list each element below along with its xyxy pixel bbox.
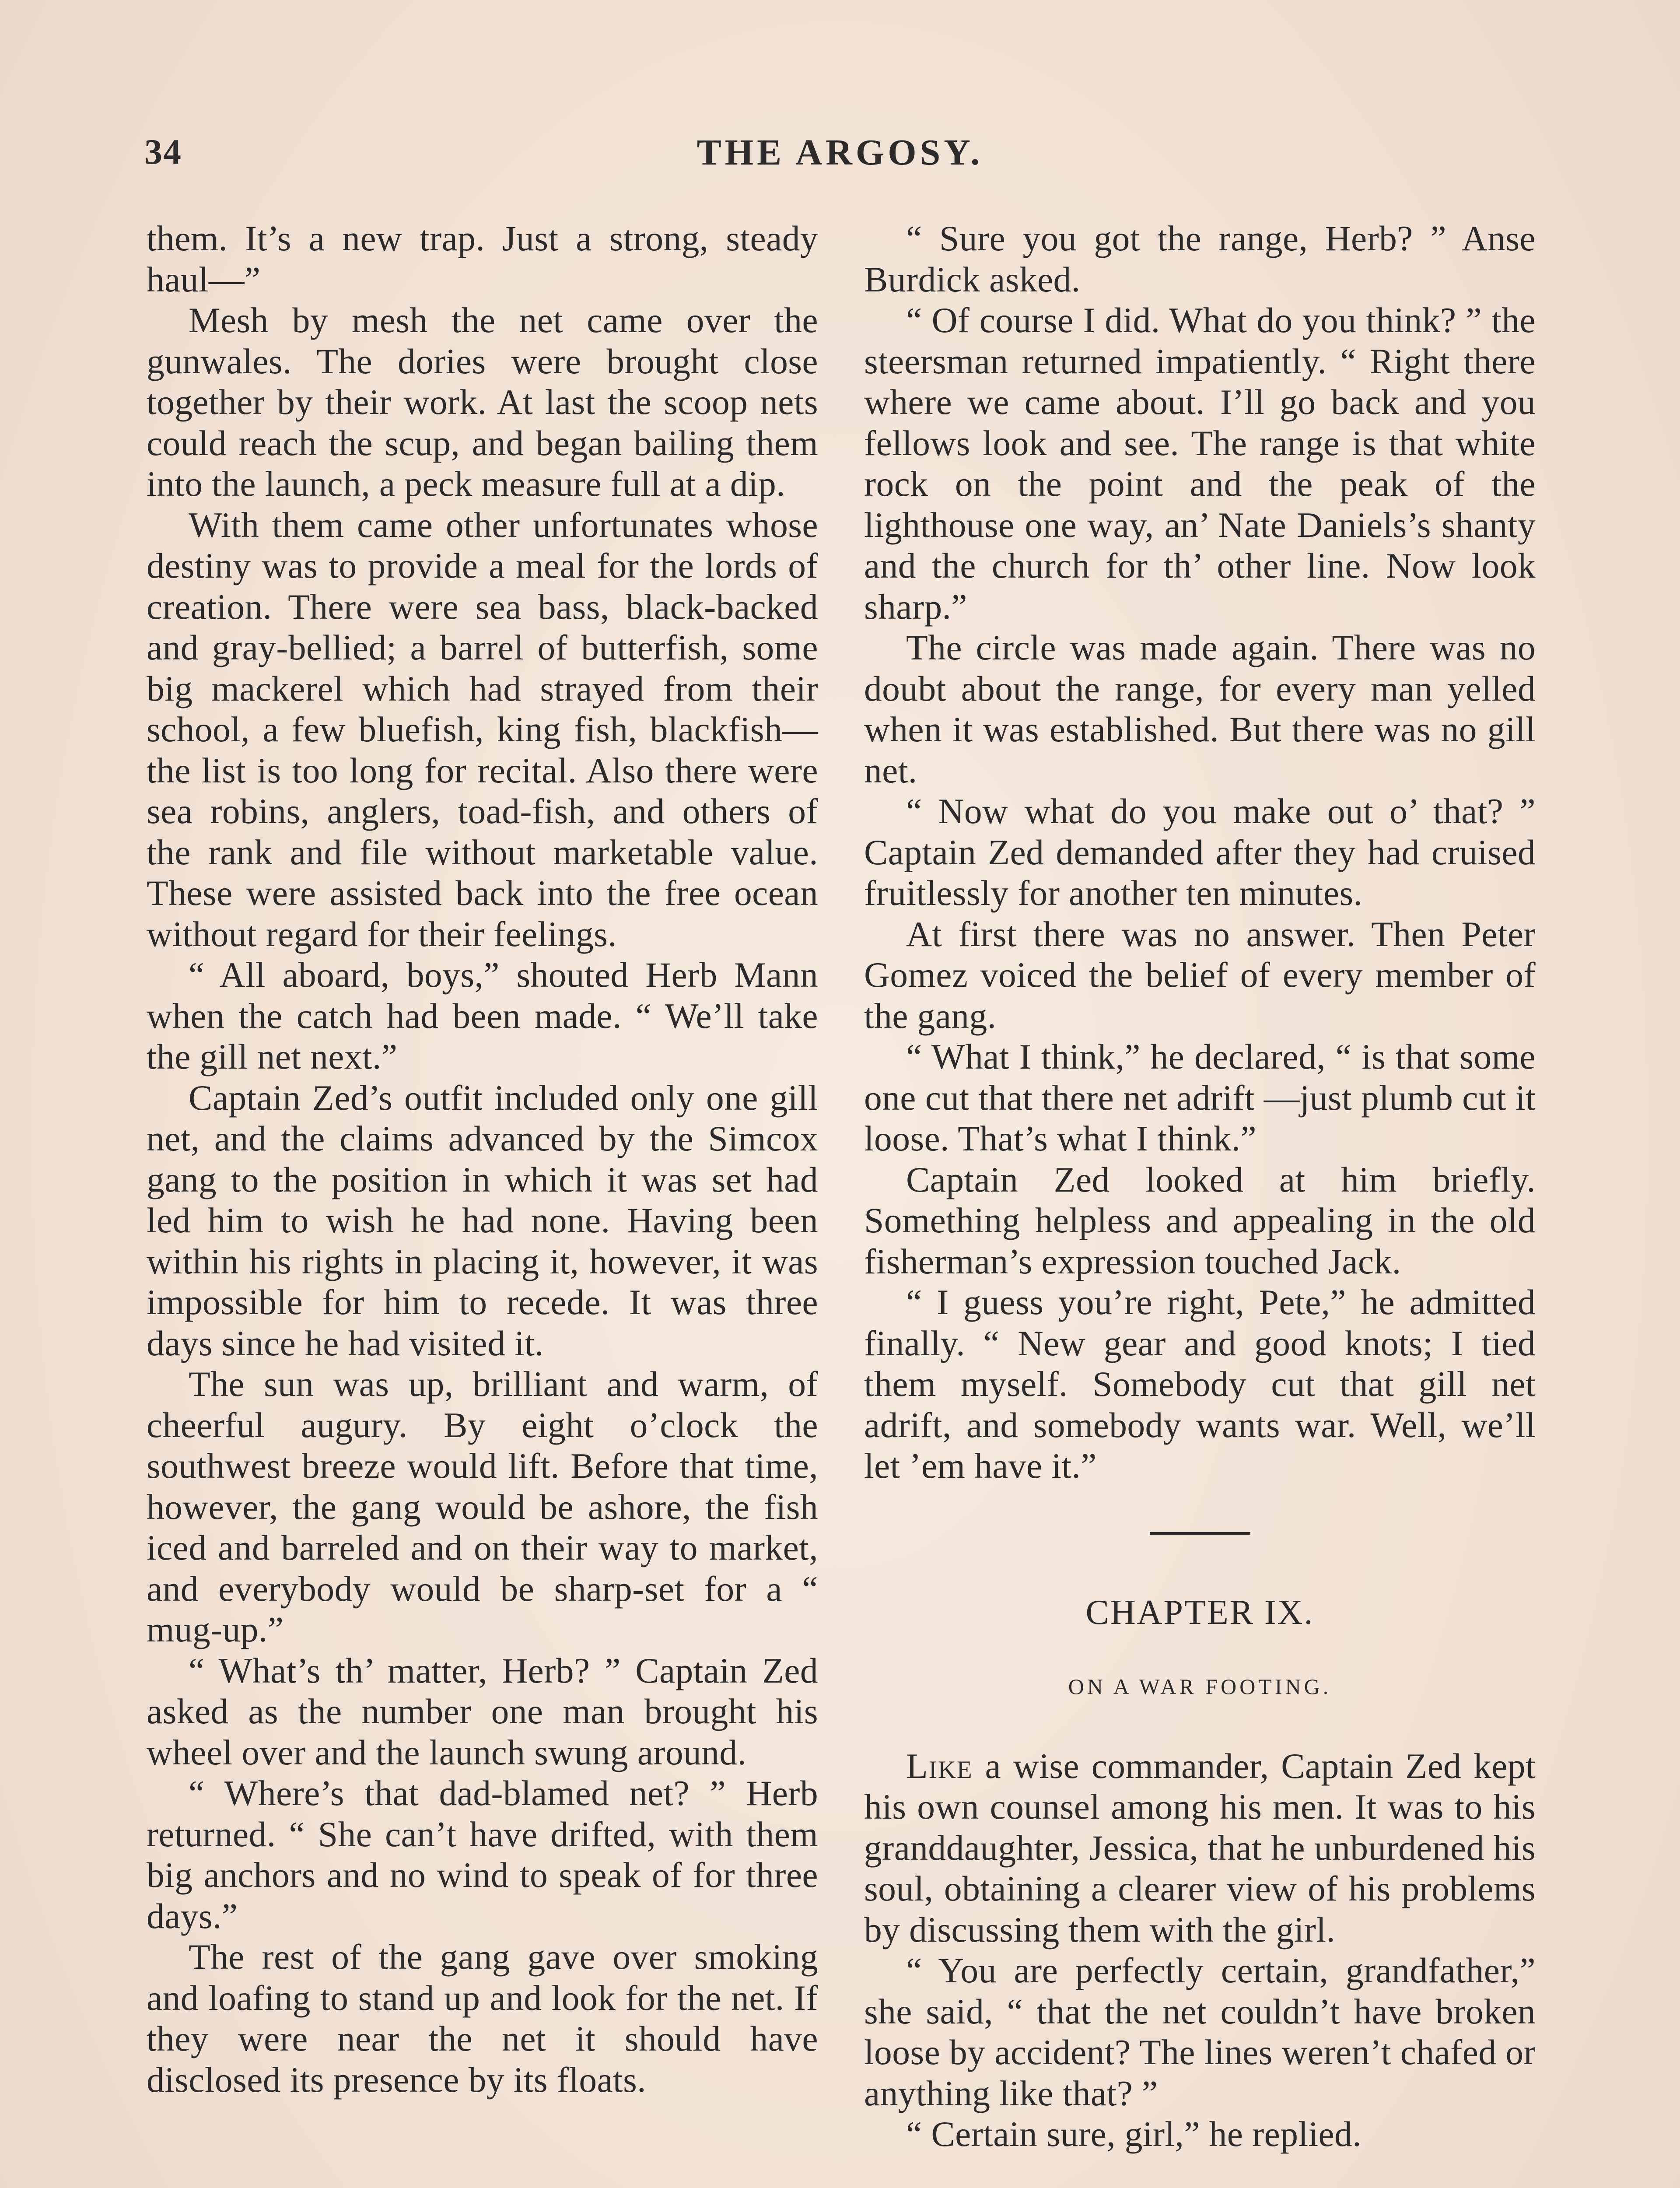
paragraph: “ Sure you got the range, Herb? ” Anse Burdick asked. bbox=[864, 218, 1536, 299]
chapter-body bbox=[864, 1746, 1536, 2155]
paragraph: The rest of the gang gave over smoking and loafing to stand up and look for the net. If they were near the net it should have disclosed its presence by its floats. bbox=[147, 1937, 818, 2100]
paragraph: Captain Zed’s outfit included only one gill net, and the claims advanced by the Simcox gang to the position in which it was set had led him to wish he had none. Having been within his rights in placing it, however, it was impossible for him to recede. It was three days since he had visited it. bbox=[147, 1077, 818, 1363]
running-head: THE ARGOSY. bbox=[696, 132, 984, 173]
paragraph: The sun was up, brilliant and warm, of cheerful augury. By eight o’clock the southwest breeze would lift. Before that time, however, the gang would be ashore, the fish iced and barreled and on their way to market, and everybody would be sharp-set for a “ mug-up.” bbox=[147, 1364, 818, 1649]
paragraph: “ All aboard, boys,” shouted Herb Mann when the catch had been made. “ We’ll take the gill net next.” bbox=[147, 955, 818, 1076]
paragraph: “ You are perfectly certain, grandfather,” she said, “ that the net couldn’t have broken loose by accident? The lines weren’t chafed or anything like that? ” bbox=[864, 1950, 1536, 2113]
paragraph: “ Of course I did. What do you think? ” the steersman returned impatiently. “ Right there where we came about. I’ll go back and you fellows look and see. The range is that white rock on the point and the peak of the lighthouse one way, an’ Nate Daniels’s shanty and the church for th’ other line. Now look sharp.” bbox=[864, 300, 1536, 627]
chapter-opening-word: Like bbox=[906, 1746, 973, 1786]
paragraph: “ Where’s that dad-blamed net? ” Herb returned. “ She can’t have drifted, with them big anchors and no wind to speak of for three days.” bbox=[147, 1773, 818, 1936]
paragraph: At first there was no answer. Then Peter Gomez voiced the belief of every member of the gang. bbox=[864, 914, 1536, 1036]
paragraph: Captain Zed looked at him briefly. Something helpless and appealing in the old fisherman’s expression touched Jack. bbox=[864, 1159, 1536, 1281]
paragraph: “ Certain sure, girl,” he replied. bbox=[906, 2114, 1362, 2154]
left-column bbox=[147, 218, 818, 2100]
paragraph: them. It’s a new trap. Just a strong, steady haul—” bbox=[147, 218, 818, 299]
paragraph: Mesh by mesh the net came over the gunwales. The dories were brought close together by their work. At last the scoop nets could reach the scup, and began bailing them into the launch, a peck measure full at a dip. bbox=[147, 300, 818, 504]
page-header bbox=[144, 131, 1536, 184]
paragraph: “ Now what do you make out o’ that? ” Captain Zed demanded after they had cruised fruitlessly for another ten minutes. bbox=[864, 791, 1536, 913]
chapter-subtitle: ON A WAR FOOTING. bbox=[1068, 1674, 1332, 1699]
paragraph: The circle was made again. There was no doubt about the range, for every man yelled when it was established. But there was no gill net. bbox=[864, 628, 1536, 790]
chapter-opening-paragraph bbox=[864, 1746, 1536, 1950]
paragraph: “ I guess you’re right, Pete,” he admitted finally. “ New gear and good knots; I tied them myself. Somebody cut that gill net adrift, and somebody wants war. Well, we’ll let ’em have it.” bbox=[864, 1282, 1536, 1486]
paragraph: With them came other unfortunates whose destiny was to provide a meal for the lords of creation. There were sea bass, black-backed and gray-bellied; a barrel of butterfish, some big mackerel which had strayed from their school, a few bluefish, king fish, blackfish—the list is too long for recital. Also there were sea robins, anglers, toad-fish, and others of the rank and file without marketable value. These were assisted back into the free ocean without regard for their feelings. bbox=[147, 505, 818, 954]
chapter-title: CHAPTER IX. bbox=[1085, 1593, 1314, 1632]
paragraph: “ What’s th’ matter, Herb? ” Captain Zed asked as the number one man brought his wheel over and the launch swung around. bbox=[147, 1650, 818, 1772]
chapter-divider bbox=[1150, 1532, 1250, 1535]
paragraph: “ What I think,” he declared, “ is that some one cut that there net adrift —just plumb cut it loose. That’s what I think.” bbox=[864, 1037, 1536, 1158]
right-column bbox=[864, 218, 1536, 2155]
page-number: 34 bbox=[144, 132, 182, 172]
chapter-opening-text: a wise commander, Captain Zed kept his own counsel among his men. It was to his granddaughter, Jessica, that he unburdened his soul, obtaining a clearer view of his problems by discussing them with the girl. bbox=[864, 1746, 1536, 1950]
